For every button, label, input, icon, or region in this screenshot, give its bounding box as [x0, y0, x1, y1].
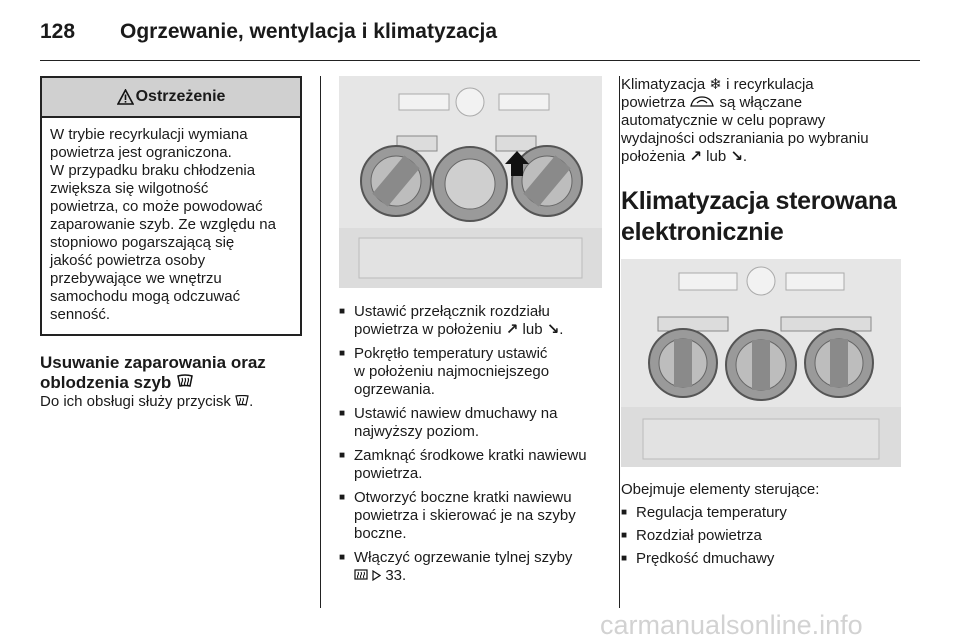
page-reference-icon — [372, 570, 381, 581]
heating-panel-illustration — [339, 76, 602, 288]
list-item: ■ Regulacja temperatury — [621, 504, 901, 522]
heating-control-panel-figure — [339, 76, 602, 288]
warning-line: stopniowo pogarszającą się — [50, 234, 235, 251]
defrost-button-icon — [235, 395, 249, 407]
watermark: carmanualsonline.info — [600, 610, 863, 640]
list-item: ■ Zamknąć środkowe kratki nawiewu powietrza. — [339, 447, 602, 483]
warning-line: zaparowanie szyb. Ze względu na — [50, 216, 276, 233]
list-item: ■ Rozdział powietrza — [621, 527, 901, 545]
windscreen-airflow-icon: ↗ — [689, 148, 702, 165]
warning-triangle-icon — [117, 89, 134, 105]
warning-line: samochodu mogą odczuwać — [50, 288, 241, 305]
windscreen-footwell-airflow-icon: ↘ — [546, 321, 560, 338]
column-middle — [339, 76, 602, 591]
windscreen-airflow-icon: ↗ — [505, 321, 519, 338]
air-recirculation-icon — [689, 96, 715, 108]
list-item: ■ Otworzyć boczne kratki nawiewu powietrza i skierować je na szyby boczne. — [339, 489, 602, 543]
windscreen-footwell-airflow-icon: ↘ — [730, 148, 743, 165]
climate-control-panel-figure — [621, 259, 901, 467]
warning-line: jakość powietrza osoby — [50, 252, 206, 269]
instruction-list — [339, 303, 602, 585]
page-title: Ogrzewanie, wentylacja i klimatyzacja — [120, 20, 498, 43]
list-item: ■ Włączyć ogrzewanie tylnej szyby 33. — [339, 549, 602, 585]
warning-line: powietrza, co może powodować — [50, 198, 263, 215]
air-conditioning-icon: ❄ — [709, 76, 722, 93]
warning-line: przebywające we wnętrzu — [50, 270, 222, 287]
list-intro: Obejmuje elementy sterujące: — [621, 481, 820, 498]
intro-paragraph: Klimatyzacja ❄ i recyrkulacja powietrza są włączane automatycznie w celu poprawy wydajności odszraniania po wybraniu położenia ↗ lub ↘. — [621, 76, 869, 165]
climate-panel-illustration — [621, 259, 901, 467]
column-right — [621, 76, 901, 573]
list-item: ■ Ustawić przełącznik rozdziału powietrza w położeniu ↗ lub ↘. — [339, 303, 602, 339]
warning-line: powietrza jest ograniczona. — [50, 144, 232, 161]
warning-header — [42, 78, 300, 118]
section-heading-line2: oblodzenia szyb — [40, 373, 172, 392]
list-item: ■ Pokrętło temperatury ustawić w położeniu najmocniejszego ogrzewania. — [339, 345, 602, 399]
windscreen-defrost-icon — [176, 374, 194, 389]
section-heading-line1: Usuwanie zaparowania oraz — [40, 353, 266, 372]
warning-line: W trybie recyrkulacji wymiana — [50, 126, 248, 143]
warning-line: W przypadku braku chłodzenia — [50, 162, 256, 179]
warning-line: senność. — [50, 306, 111, 323]
list-item: ■ Prędkość dmuchawy — [621, 550, 901, 568]
controls-list — [621, 504, 901, 568]
warning-line: zwiększa się wilgotność — [50, 180, 209, 197]
column-left — [40, 76, 302, 411]
section-heading: Klimatyzacja sterowana elektronicznie — [621, 187, 897, 246]
warning-heading: Ostrzeżenie — [135, 88, 226, 105]
page-number: 128 — [40, 20, 76, 43]
page-header — [40, 14, 920, 61]
section-text: Do ich obsługi służy przycisk . — [40, 393, 254, 410]
column-divider — [619, 76, 620, 608]
rear-window-heating-icon — [354, 569, 368, 581]
section-heading — [40, 353, 302, 393]
list-item: ■ Ustawić nawiew dmuchawy na najwyższy poziom. — [339, 405, 602, 441]
warning-text — [42, 118, 300, 334]
warning-box — [40, 76, 302, 336]
column-divider — [320, 76, 321, 608]
